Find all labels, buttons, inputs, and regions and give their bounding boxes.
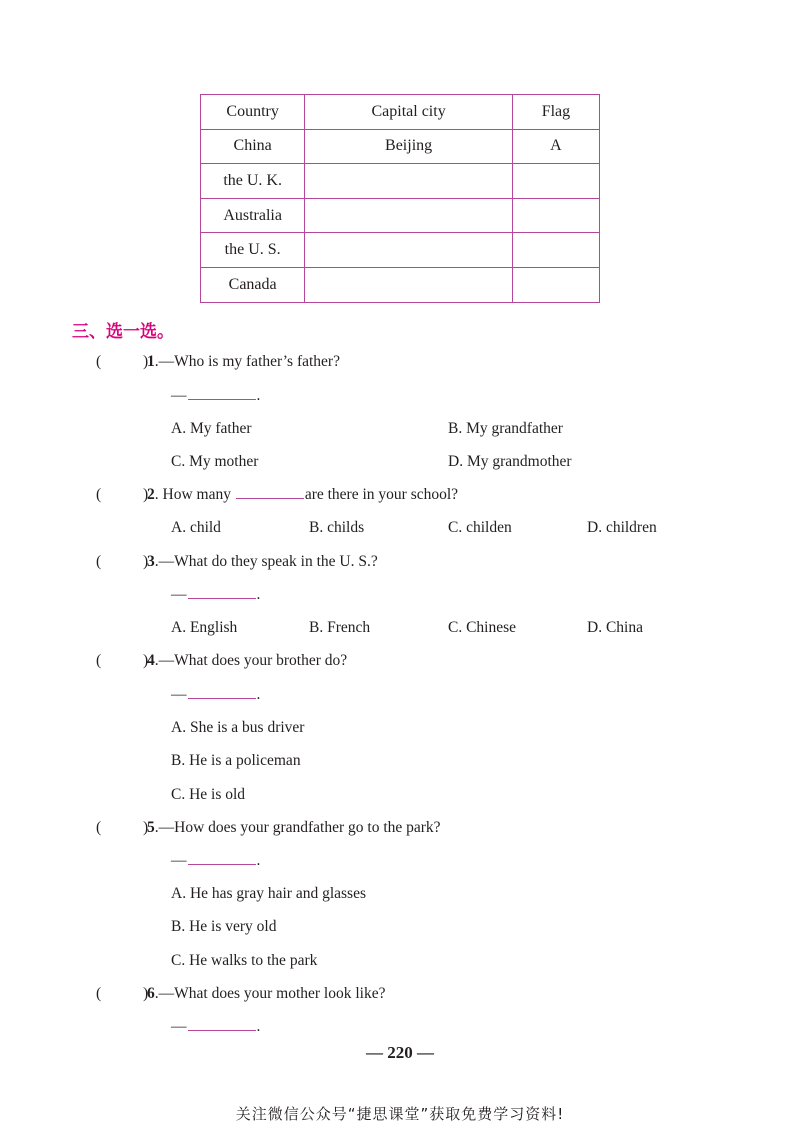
option-3a[interactable]: A. English bbox=[171, 619, 238, 636]
option-4b[interactable]: B. He is a policeman bbox=[171, 752, 301, 769]
question-number: 6 bbox=[147, 985, 155, 1002]
dash: — bbox=[171, 686, 187, 703]
option-2b[interactable]: B. childs bbox=[309, 519, 365, 536]
page-number: — 220 — bbox=[366, 1043, 434, 1062]
table-cell-flag bbox=[512, 233, 599, 268]
bracket-open: ( bbox=[96, 353, 102, 370]
answer-bracket-5[interactable] bbox=[96, 819, 149, 837]
answer-line-4 bbox=[171, 686, 260, 704]
answer-bracket-3[interactable] bbox=[96, 553, 149, 571]
table-header-capital: Capital city bbox=[305, 95, 513, 130]
answer-bracket-6[interactable] bbox=[96, 985, 149, 1003]
table-cell-country: Canada bbox=[201, 267, 305, 302]
option-1d[interactable]: D. My grandmother bbox=[448, 453, 572, 470]
bracket-open: ( bbox=[96, 652, 102, 669]
option-5a[interactable]: A. He has gray hair and glasses bbox=[171, 885, 366, 902]
question-number: 5 bbox=[147, 819, 155, 836]
question-text: .—What does your mother look like? bbox=[154, 985, 386, 1002]
period: . bbox=[256, 852, 261, 869]
answer-bracket-4[interactable] bbox=[96, 652, 149, 670]
bracket-close: ) bbox=[143, 819, 149, 836]
bracket-open: ( bbox=[96, 985, 102, 1002]
question-5-stem bbox=[147, 819, 441, 837]
question-text: .—What does your brother do? bbox=[154, 652, 348, 669]
bracket-close: ) bbox=[143, 985, 149, 1002]
answer-line-5 bbox=[171, 852, 260, 870]
table-row bbox=[201, 233, 600, 268]
question-number: 2 bbox=[147, 486, 155, 503]
question-number: 3 bbox=[147, 553, 155, 570]
option-1a[interactable]: A. My father bbox=[171, 420, 252, 437]
period: . bbox=[256, 686, 261, 703]
option-2a[interactable]: A. child bbox=[171, 519, 221, 536]
answer-bracket-2[interactable] bbox=[96, 486, 149, 504]
table-cell-country: China bbox=[201, 129, 305, 164]
answer-line-3 bbox=[171, 586, 260, 604]
table-cell-country: Australia bbox=[201, 198, 305, 233]
option-2d[interactable]: D. children bbox=[587, 519, 657, 536]
bracket-open: ( bbox=[96, 819, 102, 836]
table-cell-country: the U. S. bbox=[201, 233, 305, 268]
period: . bbox=[256, 387, 261, 404]
question-1-stem bbox=[147, 353, 340, 371]
table-cell-capital bbox=[305, 198, 513, 233]
option-3c[interactable]: C. Chinese bbox=[448, 619, 517, 636]
period: . bbox=[256, 1018, 261, 1035]
table-cell-flag bbox=[512, 164, 599, 199]
dash: — bbox=[171, 387, 187, 404]
answer-blank[interactable] bbox=[188, 852, 256, 865]
question-text: .—Who is my father’s father? bbox=[154, 353, 340, 370]
bracket-close: ) bbox=[143, 486, 149, 503]
table-cell-capital bbox=[305, 267, 513, 302]
question-text: .—How does your grandfather go to the park? bbox=[154, 819, 441, 836]
table-row bbox=[201, 164, 600, 199]
section-title: 三、选一选。 bbox=[72, 322, 174, 342]
country-capital-table bbox=[200, 94, 600, 303]
question-text: . How many bbox=[154, 486, 235, 503]
table-header-country: Country bbox=[201, 95, 305, 130]
option-5b[interactable]: B. He is very old bbox=[171, 918, 277, 935]
option-3b[interactable]: B. French bbox=[309, 619, 371, 636]
answer-line-6 bbox=[171, 1018, 260, 1036]
answer-blank[interactable] bbox=[188, 586, 256, 599]
question-number: 1 bbox=[147, 353, 155, 370]
answer-bracket-1[interactable] bbox=[96, 353, 149, 371]
table-cell-country: the U. K. bbox=[201, 164, 305, 199]
option-1c[interactable]: C. My mother bbox=[171, 453, 259, 470]
table-header-row bbox=[201, 95, 600, 130]
answer-blank[interactable] bbox=[236, 486, 304, 499]
option-4c[interactable]: C. He is old bbox=[171, 786, 246, 803]
dash: — bbox=[171, 586, 187, 603]
option-4a[interactable]: A. She is a bus driver bbox=[171, 719, 305, 736]
option-2c[interactable]: C. childen bbox=[448, 519, 512, 536]
table-cell-flag bbox=[512, 198, 599, 233]
bracket-close: ) bbox=[143, 553, 149, 570]
answer-blank[interactable] bbox=[188, 387, 256, 400]
table-cell-capital bbox=[305, 164, 513, 199]
dash: — bbox=[171, 852, 187, 869]
table-cell-capital bbox=[305, 233, 513, 268]
dash: — bbox=[171, 1018, 187, 1035]
answer-blank[interactable] bbox=[188, 686, 256, 699]
period: . bbox=[256, 586, 261, 603]
table-cell-flag: A bbox=[512, 129, 599, 164]
footer-promo: 关注微信公众号“捷思课堂”获取免费学习资料! bbox=[235, 1105, 565, 1123]
question-3-stem bbox=[147, 553, 378, 571]
bracket-close: ) bbox=[143, 652, 149, 669]
option-3d[interactable]: D. China bbox=[587, 619, 643, 636]
question-4-stem bbox=[147, 652, 347, 670]
table-cell-capital: Beijing bbox=[305, 129, 513, 164]
table-header-flag: Flag bbox=[512, 95, 599, 130]
answer-blank[interactable] bbox=[188, 1018, 256, 1031]
question-text: are there in your school? bbox=[304, 486, 459, 503]
answer-line-1 bbox=[171, 387, 260, 405]
option-1b[interactable]: B. My grandfather bbox=[448, 420, 563, 437]
question-2-stem bbox=[147, 486, 458, 504]
table-row bbox=[201, 267, 600, 302]
table-cell-flag bbox=[512, 267, 599, 302]
bracket-open: ( bbox=[96, 553, 102, 570]
table-row bbox=[201, 198, 600, 233]
question-text: .—What do they speak in the U. S.? bbox=[154, 553, 378, 570]
option-5c[interactable]: C. He walks to the park bbox=[171, 952, 318, 969]
bracket-open: ( bbox=[96, 486, 102, 503]
table-row bbox=[201, 129, 600, 164]
question-6-stem bbox=[147, 985, 385, 1003]
bracket-close: ) bbox=[143, 353, 149, 370]
question-number: 4 bbox=[147, 652, 155, 669]
